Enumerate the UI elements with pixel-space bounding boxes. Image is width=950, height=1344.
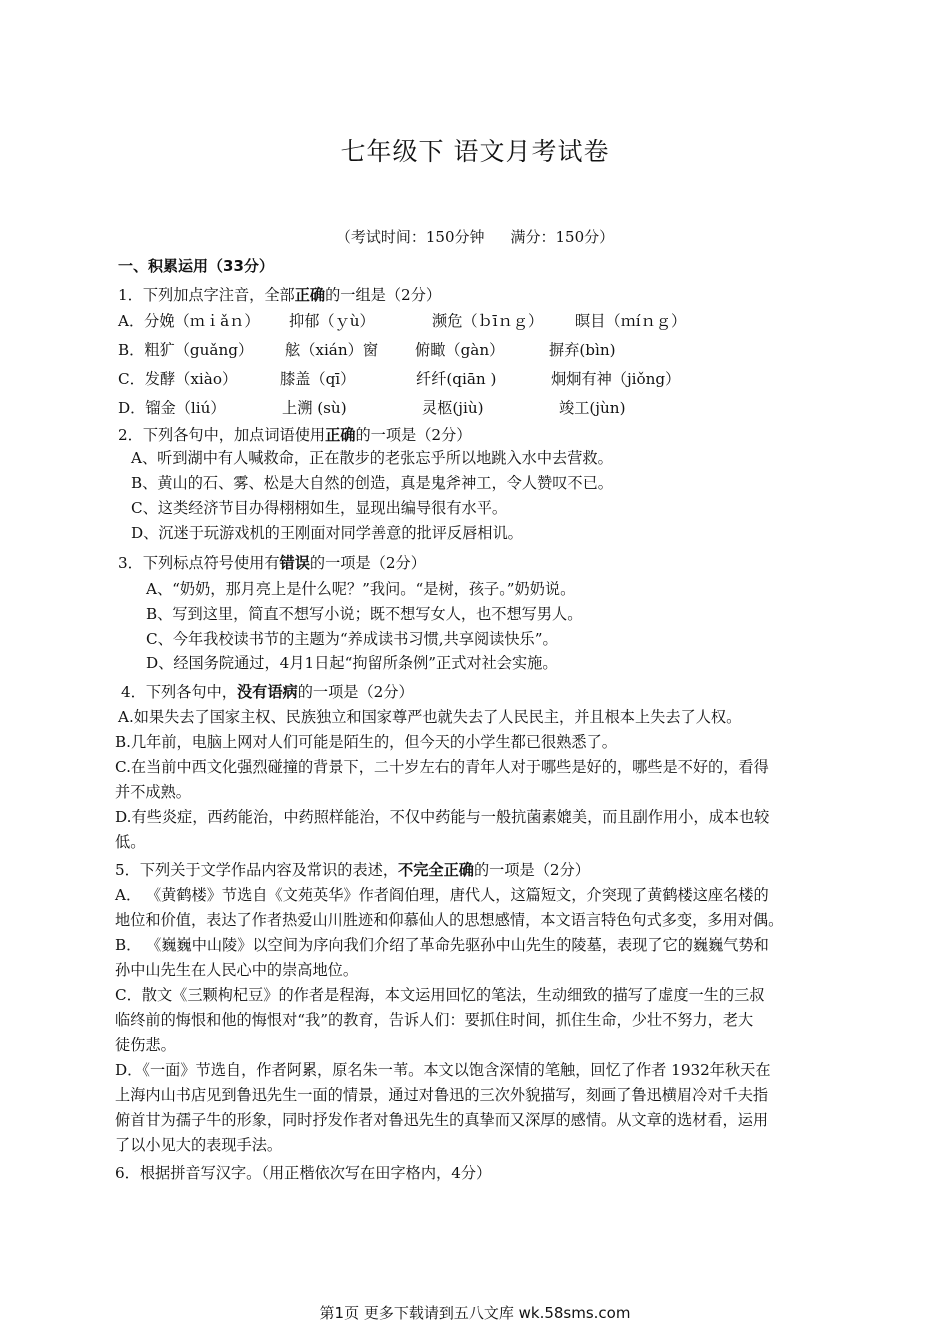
- q3-option-c: C、今年我校读书节的主题为“养成读书习惯,共享阅读快乐”。: [146, 630, 558, 648]
- q1-option-b: B．粗犷（guǎng） 舷（xián）窗 俯瞰（gàn） 摒弃(bìn): [118, 341, 616, 359]
- q1-option-c: C．发酵（xiào） 膝盖（qī） 纤纤(qiān ) 炯炯有神（jiǒng）: [118, 370, 681, 388]
- q2-option-a: A、听到湖中有人喊救命，正在散步的老张忘乎所以地跳入水中去营救。: [131, 449, 613, 467]
- q4-option-a: A.如果失去了国家主权、民族独立和国家尊严也就失去了人民民主，并且根本上失去了人权。: [118, 708, 742, 726]
- exam-time: （考试时间：150分钟: [335, 228, 485, 246]
- section-heading: 一、积累运用（33分）: [118, 257, 274, 275]
- q4-option-c-cont: 并不成熟。: [115, 783, 191, 801]
- q5-option-d-cont1: 上海内山书店见到鲁迅先生一面的情景，通过对鲁迅的三次外貌描写，刻画了鲁迅横眉冷对千夫指: [115, 1086, 769, 1104]
- q1-option-d: D．镏金（liú） 上溯 (sù) 灵柩(jiù) 竣工(jùn): [118, 399, 626, 417]
- exam-score: 满分：150分）: [510, 228, 615, 246]
- q5-stem: 5．下列关于文学作品内容及常识的表述，不完全正确的一项是（2分）: [115, 861, 590, 879]
- q2-option-d: D、沉迷于玩游戏机的王刚面对同学善意的批评反唇相讥。: [131, 524, 523, 542]
- q6-stem: 6．根据拼音写汉字。（用正楷依次写在田字格内，4分）: [115, 1164, 492, 1182]
- q5-option-b: B． 《巍巍中山陵》以空间为序向我们介绍了革命先驱孙中山先生的陵墓，表现了它的巍巍气势和: [115, 936, 769, 954]
- q1-stem: 1．下列加点字注音，全部正确的一组是（2分）: [118, 286, 442, 304]
- q5-option-c-cont2: 徒伤悲。: [115, 1036, 176, 1054]
- page-footer: 第1页 更多下载请到五八文库 wk.58sms.com: [319, 1304, 631, 1322]
- q5-option-d-cont2: 俯首甘为孺子牛的形象，同时抒发作者对鲁迅先生的真挚而又深厚的感情。从文章的选材看，运用: [115, 1111, 769, 1129]
- q2-option-b: B、黄山的石、雾、松是大自然的创造，真是鬼斧神工，令人赞叹不已。: [131, 474, 613, 492]
- exam-info: [0, 226, 950, 247]
- q4-option-c: C.在当前中西文化强烈碰撞的背景下，二十岁左右的青年人对于哪些是好的，哪些是不好的，看得: [115, 758, 769, 776]
- q4-option-b: B.几年前，电脑上网对人们可能是陌生的，但今天的小学生都已很熟悉了。: [115, 733, 617, 751]
- q3-stem: 3．下列标点符号使用有错误的一项是（2分）: [118, 554, 426, 572]
- q3-option-d: D、经国务院通过，4月1日起“拘留所条例”正式对社会实施。: [146, 654, 558, 672]
- q5-option-a: A． 《黄鹤楼》节选自《文苑英华》作者阎伯理，唐代人，这篇短文，介突现了黄鹤楼这座名楼的: [115, 886, 769, 904]
- q4-stem: 4．下列各句中，没有语病的一项是（2分）: [121, 683, 414, 701]
- page-title: 七年级下 语文月考试卷: [340, 137, 610, 166]
- q1-option-a: A．分娩（ｍｉǎｎ） 抑郁（ｙù） 濒危（ｂīｎｇ） 暝目（ｍíｎｇ）: [118, 312, 687, 330]
- q5-option-a-cont: 地位和价值，表达了作者热爱山川胜迹和仰慕仙人的思想感情，本文语言特色句式多变，多用对偶。: [115, 911, 784, 929]
- q2-stem: 2．下列各句中，加点词语使用正确的一项是（2分）: [118, 426, 472, 444]
- q5-option-d-cont3: 了以小见大的表现手法。: [115, 1136, 283, 1154]
- q4-option-d: D.有些炎症，西药能治，中药照样能治，不仅中药能与一般抗菌素媲美，而且副作用小，成本也较: [115, 808, 770, 826]
- q4-option-d-cont: 低。: [115, 833, 146, 851]
- q5-option-b-cont: 孙中山先生在人民心中的崇高地位。: [115, 961, 358, 979]
- q3-option-b: B、写到这里，简直不想写小说；既不想写女人，也不想写男人。: [146, 605, 583, 623]
- q5-option-c: C．散文《三颗枸杞豆》的作者是程海，本文运用回忆的笔法，生动细致的描写了虚度一生的三叔: [115, 986, 765, 1004]
- q2-option-c: C、这类经济节目办得栩栩如生，显现出编导很有水平。: [131, 499, 508, 517]
- q3-option-a: A、“奶奶，那月亮上是什么呢？”我问。“是树，孩子。”奶奶说。: [146, 580, 576, 598]
- q5-option-d: D．《一面》节选自，作者阿累，原名朱一苇。本文以饱含深情的笔触，回忆了作者 1932年秋天在: [115, 1061, 771, 1079]
- q5-option-c-cont1: 临终前的悔恨和他的悔恨对“我”的教育，告诉人们：要抓住时间，抓住生命，少壮不努力，老大: [115, 1011, 754, 1029]
